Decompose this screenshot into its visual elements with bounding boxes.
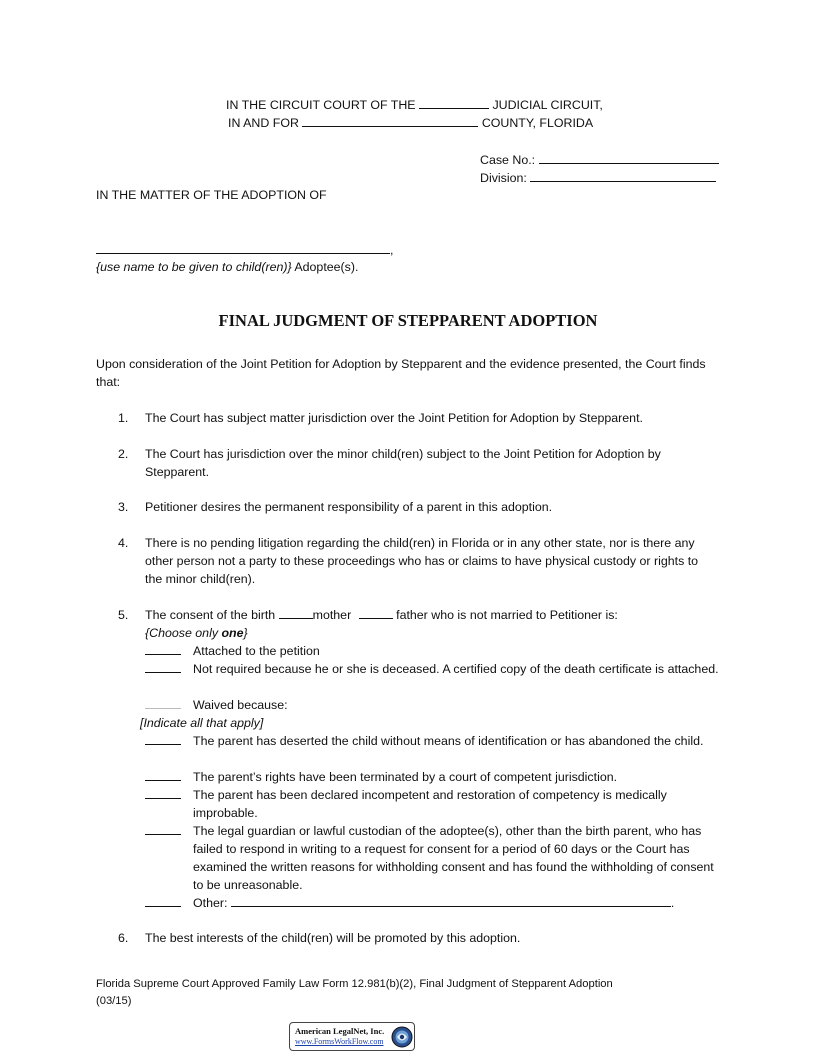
finding-3-text: Petitioner desires the permanent responsibility of a parent in this adoption.	[145, 500, 553, 514]
globe-icon	[391, 1026, 413, 1048]
vendor-logo[interactable]	[289, 1022, 415, 1051]
finding-1-number: 1.	[118, 411, 129, 425]
consent-option-1: Attached to the petition	[193, 644, 320, 658]
waiver-reason-3-checkbox[interactable]	[145, 786, 181, 799]
division-line: Division:	[480, 169, 716, 187]
finding-6-text: The best interests of the child(ren) will be promoted by this adoption.	[145, 931, 521, 945]
finding-5-text: The consent of the birth mother father who is not married to Petitioner is:	[145, 608, 618, 622]
consent-option-3: Waived because:	[193, 698, 288, 712]
matter-label: IN THE MATTER OF THE ADOPTION OF	[96, 188, 327, 202]
court-line-2: IN AND FOR COUNTY, FLORIDA	[228, 116, 594, 130]
footer-form-id: Florida Supreme Court Approved Family Law Form 12.981(b)(2), Final Judgment of Stepparent Adoption	[96, 978, 613, 990]
page-title: FINAL JUDGMENT OF STEPPARENT ADOPTION	[218, 311, 598, 330]
finding-1-text: The Court has subject matter jurisdiction over the Joint Petition for Adoption by Stepparent.	[145, 411, 643, 425]
consent-option-1-checkbox[interactable]	[145, 642, 181, 655]
circuit-blank[interactable]	[419, 96, 489, 109]
finding-2-text: The Court has jurisdiction over the minor child(ren) subject to the Joint Petition for Adoption by Stepparent.	[145, 447, 661, 479]
consent-option-2-checkbox[interactable]	[145, 660, 181, 673]
division-field[interactable]	[530, 169, 716, 182]
finding-2-number: 2.	[118, 447, 129, 461]
finding-4-text: There is no pending litigation regarding the child(ren) in Florida or in any other state, nor is there any other person not a party to these proceedings who has or claims to have physical custody or rights to the minor child(ren).	[145, 536, 699, 586]
father-checkbox[interactable]	[359, 606, 393, 619]
consent-option-3-checkbox[interactable]	[145, 696, 181, 709]
mother-checkbox[interactable]	[279, 606, 313, 619]
adoptee-caption: {use name to be given to child(ren)} Adoptee(s).	[96, 260, 359, 274]
vendor-name: American LegalNet, Inc.	[295, 1026, 385, 1036]
county-blank[interactable]	[302, 114, 478, 127]
waiver-other-checkbox[interactable]	[145, 894, 181, 907]
indicate-instruction: [Indicate all that apply]	[140, 716, 264, 730]
choose-instruction: {Choose only one}	[145, 626, 248, 640]
waiver-reason-3: The parent has been declared incompetent and restoration of competency is medically improbable.	[193, 788, 667, 820]
finding-5-number: 5.	[118, 608, 129, 622]
finding-6-number: 6.	[118, 931, 129, 945]
intro-paragraph: Upon consideration of the Joint Petition for Adoption by Stepparent and the evidence presented, the Court finds that:	[96, 357, 706, 389]
finding-4-number: 4.	[118, 536, 129, 550]
court-line-1: IN THE CIRCUIT COURT OF THE JUDICIAL CIRCUIT,	[226, 98, 603, 112]
vendor-url[interactable]: www.FormsWorkFlow.com	[295, 1037, 384, 1046]
case-no-line: Case No.:	[480, 151, 719, 169]
finding-3-number: 3.	[118, 500, 129, 514]
consent-option-2: Not required because he or she is deceased. A certified copy of the death certificate is attached.	[193, 662, 719, 676]
waiver-reason-4: The legal guardian or lawful custodian of the adoptee(s), other than the birth parent, who has failed to respond in writing to a request for consent for a period of 60 days or the Court has examined the written reasons for withholding consent and has found the withholding of consent to be unreasonable.	[193, 824, 714, 892]
adoptee-name-line: ,	[96, 241, 393, 259]
case-no-field[interactable]	[539, 151, 719, 164]
waiver-other-field[interactable]	[231, 894, 671, 907]
waiver-reason-2-checkbox[interactable]	[145, 768, 181, 781]
waiver-reason-1: The parent has deserted the child without means of identification or has abandoned the child.	[193, 734, 704, 748]
adoptee-name-field[interactable]	[96, 241, 390, 254]
waiver-other: Other: .	[193, 896, 675, 910]
footer-date: (03/15)	[96, 995, 132, 1007]
waiver-reason-4-checkbox[interactable]	[145, 822, 181, 835]
waiver-reason-2: The parent’s rights have been terminated by a court of competent jurisdiction.	[193, 770, 618, 784]
waiver-reason-1-checkbox[interactable]	[145, 732, 181, 745]
